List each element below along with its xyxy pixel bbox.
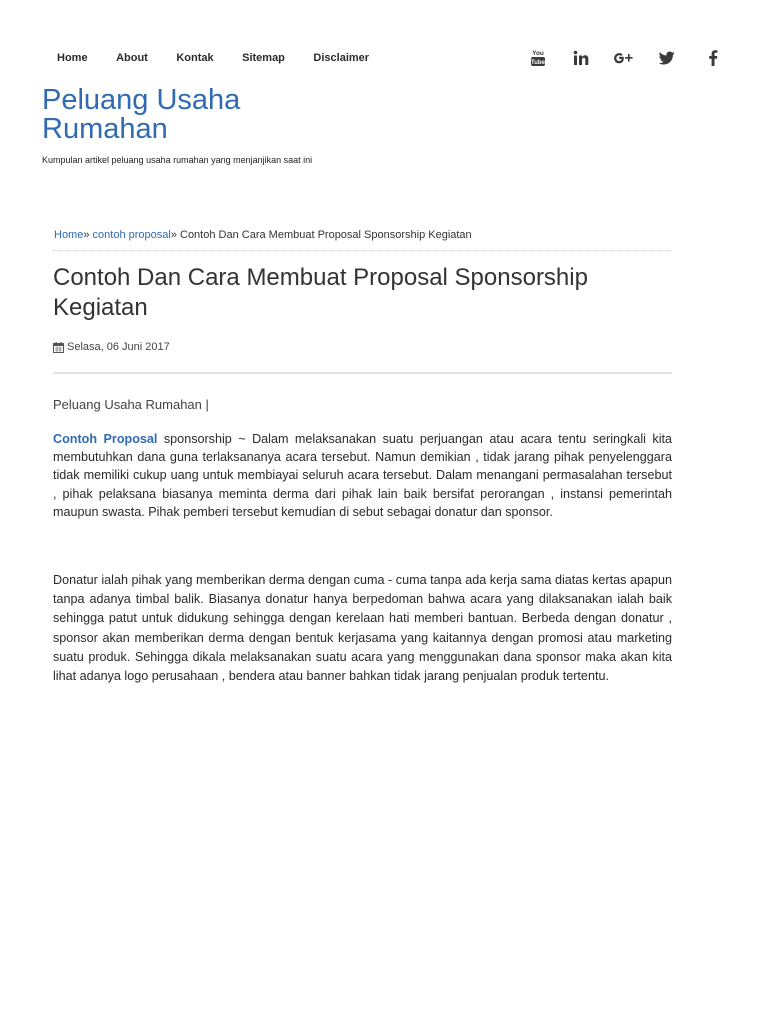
post-date xyxy=(53,341,170,353)
top-nav xyxy=(57,49,398,67)
nav-home[interactable]: Home xyxy=(57,52,88,64)
breadcrumb-home[interactable]: Home xyxy=(54,229,84,241)
breadcrumb xyxy=(54,229,672,241)
twitter-icon[interactable] xyxy=(655,46,679,70)
post-title: Contoh Dan Cara Membuat Proposal Sponsorship Kegiatan xyxy=(53,264,588,321)
calendar-icon xyxy=(53,342,64,353)
breadcrumb-separator: » xyxy=(83,229,90,241)
site-tagline: Kumpulan artikel peluang usaha rumahan yang menjanjikan saat ini xyxy=(42,155,313,165)
post-paragraph-2: Donatur ialah pihak yang memberikan derma dengan cuma - cuma tanpa ada kerja sama diatas kertas apapun tanpa adanya timbal balik. Biasanya donatur hanya berpedoman bahwa acara yang dilaksanakan ialah baik sehingga patut untuk didukung sehingga dengan kerelaan hati memberi bantuan. Berbeda dengan donatur , sponsor akan memberikan derma dengan bentuk kerjasama yang kaitannya dengan promosi atau marketing suatu produk. Sehingga dikala melaksanakan suatu acara yang menggunakan dana sponsor maka akan kita lihat adanya logo perusahaan , bendera atau banner bahkan tidak jarang penjualan produk tertentu. xyxy=(53,573,672,684)
nav-about[interactable]: About xyxy=(116,52,148,64)
nav-sitemap[interactable]: Sitemap xyxy=(242,52,285,64)
post-lead: Peluang Usaha Rumahan | xyxy=(53,397,209,412)
post-paragraph-1-text: sponsorship ~ Dalam melaksanakan suatu perjuangan atau acara tentu seringkali kita membutuhkan dana guna terlaksananya acara tersebut. Namun demikian , tidak jarang pihak penyelenggara tidak memiliki cukup uang untuk membiayai seluruh acara tersebut. Dalam menangani permasalahan tersebut , pihak pelaksana biasanya meminta derma dari pihak lain baik bersifat perorangan , instansi pemerintah maupun swasta. Pihak pemberi tersebut kemudian di sebut sebagai donatur dan sponsor. xyxy=(53,432,673,519)
nav-disclaimer[interactable]: Disclaimer xyxy=(313,52,370,64)
facebook-icon[interactable] xyxy=(701,46,725,70)
nav-kontak[interactable]: Kontak xyxy=(176,52,214,64)
post-paragraph-1 xyxy=(53,430,672,521)
breadcrumb-category[interactable]: contoh proposal xyxy=(92,229,171,241)
post-date-text: Selasa, 06 Juni 2017 xyxy=(67,341,170,353)
breadcrumb-separator: » xyxy=(170,229,177,241)
social-links xyxy=(526,46,726,70)
youtube-logo xyxy=(530,49,546,67)
youtube-icon[interactable] xyxy=(526,46,550,70)
youtube-logo-text-top: You xyxy=(532,50,544,57)
breadcrumb-current: Contoh Dan Cara Membuat Proposal Sponsorship Kegiatan xyxy=(180,229,472,241)
breadcrumb-divider xyxy=(53,250,671,251)
title-divider xyxy=(53,372,672,374)
youtube-logo-text-bottom: Tube xyxy=(531,60,545,66)
contoh-proposal-link[interactable]: Contoh Proposal xyxy=(53,432,158,446)
google-plus-icon[interactable] xyxy=(611,46,635,70)
linkedin-icon[interactable] xyxy=(569,46,593,70)
site-title[interactable]: Peluang Usaha Rumahan xyxy=(42,84,241,145)
